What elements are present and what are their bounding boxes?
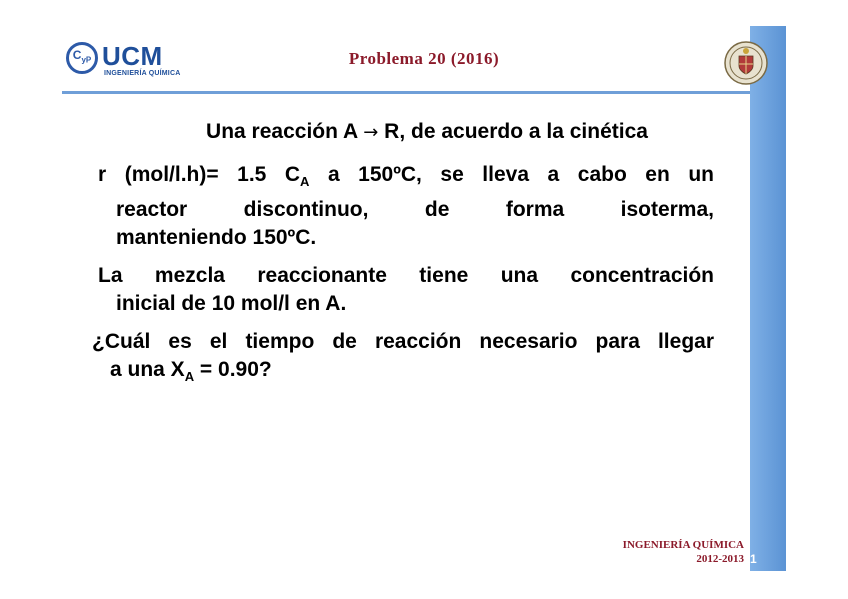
footer-department: INGENIERÍA QUÍMICA [622,539,744,551]
cyp-logo-text: $C_{yP}$ [72,48,92,65]
header-divider [62,91,750,94]
university-seal-icon [722,40,770,86]
concentration-paragraph: La mezcla reaccionante tiene una concentración inicial de 10 mol/l en A. [98,264,714,316]
question-paragraph: ¿Cuál es el tiempo de reacción necesario para llegar a una $X_A = 0.90$? [92,330,714,385]
arrow-icon: → [363,122,379,143]
reaction-line: Una reacción A → R, de acuerdo a la cinética [206,120,648,143]
page-number: 1 [750,552,757,566]
kinetics-paragraph: r (mol/l.h)= 1.5 $C_A$ a 150ºC, se lleva a cabo en un reactor discontinuo, de forma isoterma, manteniendo 150ºC. [98,163,714,250]
logo-word: UCM [102,41,163,71]
problem-statement [92,118,714,401]
logo-subtitle: INGENIERÍA QUÍMICA [104,70,181,77]
side-bar [750,26,786,571]
footer [623,538,744,566]
footer-year: 2012-2013 [696,553,744,565]
slide-title: Problema 20 (2016) [348,49,500,68]
